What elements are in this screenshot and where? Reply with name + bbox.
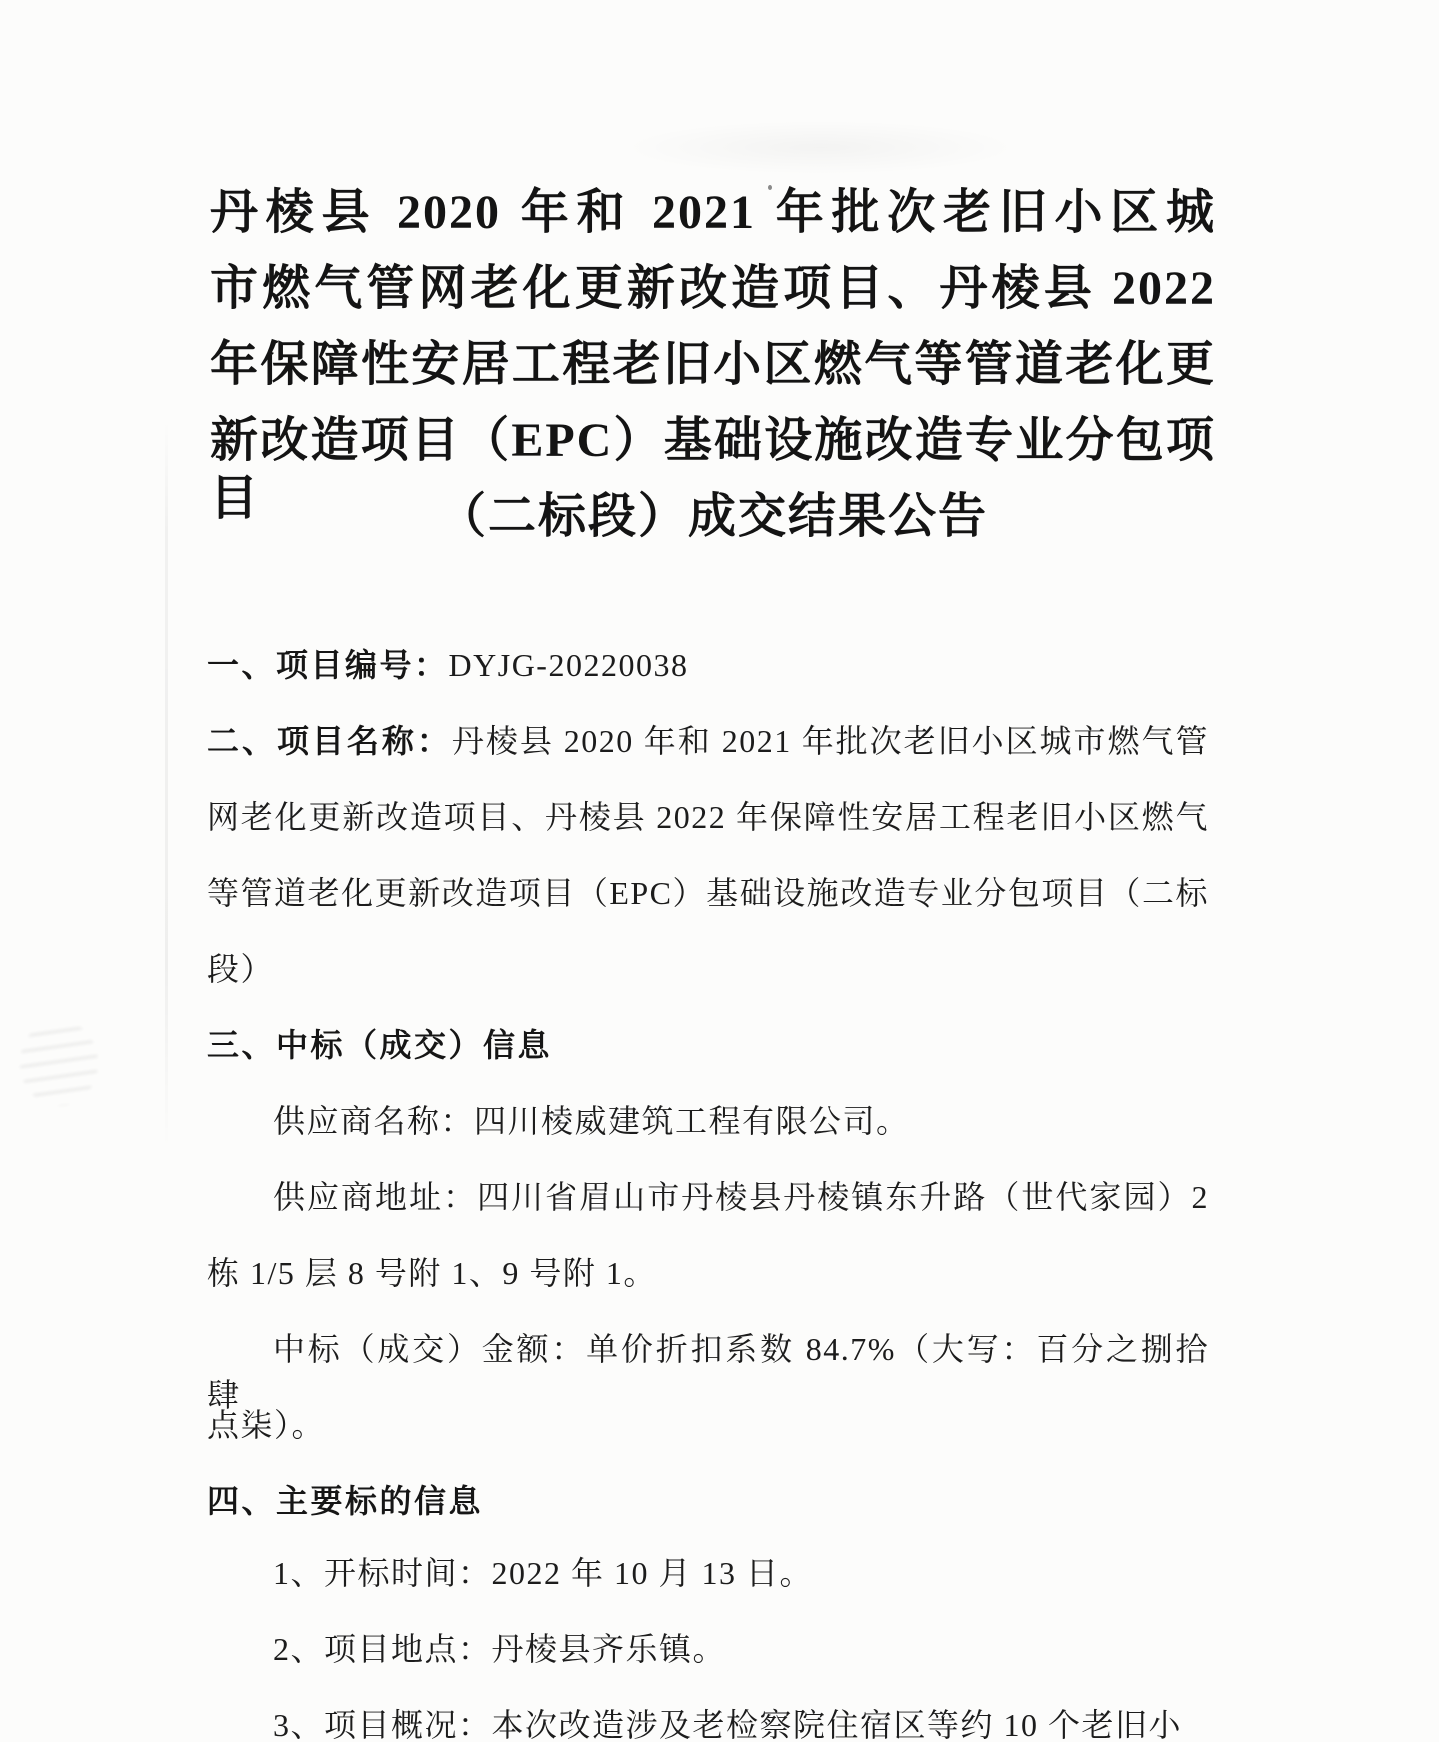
- project-name-line-4: 段）: [207, 951, 275, 987]
- supplier-name-line: 供应商名称：四川棱威建筑工程有限公司。: [273, 1103, 910, 1139]
- supplier-address-line-2: 栋 1/5 层 8 号附 1、9 号附 1。: [207, 1255, 657, 1291]
- project-location-line: 2、项目地点：丹棱县齐乐镇。: [273, 1631, 727, 1667]
- project-overview-line: 3、项目概况：本次改造涉及老检察院住宿区等约 10 个老旧小: [273, 1707, 1183, 1742]
- project-name-line-1: [207, 718, 1209, 764]
- announcement-title-line-1: 丹棱县 2020 年和 2021 年批次老旧小区城: [210, 186, 1216, 239]
- project-name-line-2: 网老化更新改造项目、丹棱县 2022 年保障性安居工程老旧小区燃气: [207, 799, 1209, 835]
- announcement-title-line-5: （二标段）成交结果公告: [437, 490, 988, 543]
- project-number-line: [207, 642, 1209, 688]
- award-amount-line-2: 点柒）。: [207, 1407, 326, 1443]
- scan-smudge-left: [20, 1020, 98, 1106]
- scan-smudge-top: [620, 120, 1020, 175]
- bid-opening-time-line: 1、开标时间：2022 年 10 月 13 日。: [273, 1555, 814, 1591]
- announcement-title-line-2: 市燃气管网老化更新改造项目、丹棱县 2022: [210, 262, 1216, 315]
- project-name-text-1: 丹棱县 2020 年和 2021 年批次老旧小区城市燃气管: [451, 723, 1209, 759]
- scan-crease-line: [165, 420, 168, 1150]
- section-4-heading: 四、主要标的信息: [207, 1483, 484, 1519]
- announcement-title-line-3: 年保障性安居工程老旧小区燃气等管道老化更: [210, 338, 1216, 391]
- section-3-heading: 三、中标（成交）信息: [207, 1027, 553, 1063]
- section-2-heading: 二、项目名称：: [207, 723, 452, 759]
- award-amount-line-1: 中标（成交）金额：单价折扣系数 84.7%（大写：百分之捌拾肆: [207, 1331, 1209, 1413]
- project-number-value: DYJG-20220038: [448, 647, 689, 683]
- supplier-address-line-1: 供应商地址：四川省眉山市丹棱县丹棱镇东升路（世代家园）2: [273, 1179, 1209, 1215]
- section-1-heading: 一、项目编号：: [207, 647, 449, 683]
- project-name-line-3: 等管道老化更新改造项目（EPC）基础设施改造专业分包项目（二标: [207, 875, 1209, 911]
- announcement-title-line-4: 新改造项目（EPC）基础设施改造专业分包项目: [210, 414, 1216, 525]
